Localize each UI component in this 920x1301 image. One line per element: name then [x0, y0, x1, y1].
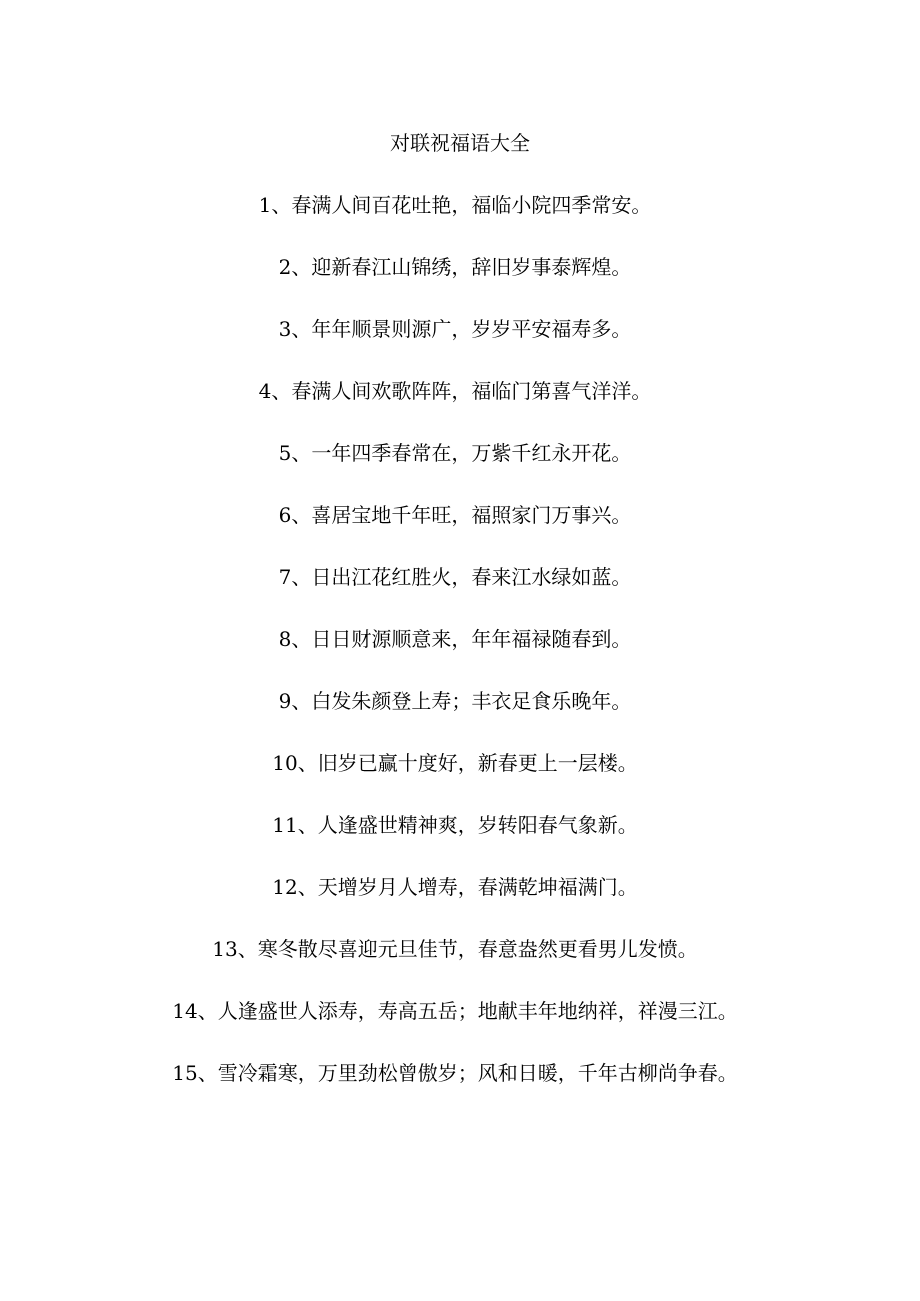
couplet-item-7: 7、日出江花红胜火，春来江水绿如蓝。 — [278, 565, 632, 589]
couplet-item-9: 9、白发朱颜登上寿；丰衣足食乐晚年。 — [278, 689, 632, 713]
couplet-list — [170, 190, 740, 1120]
couplet-item-10: 10、旧岁已赢十度好，新春更上一层楼。 — [272, 751, 638, 775]
document-title: 对联祝福语大全 — [390, 131, 530, 155]
couplet-item-14: 14、人逢盛世人添寿，寿高五岳；地献丰年地纳祥，祥漫三江。 — [172, 999, 738, 1023]
couplet-item-1: 1、春满人间百花吐艳，福临小院四季常安。 — [258, 193, 652, 217]
couplet-item-12: 12、天增岁月人增寿，春满乾坤福满门。 — [272, 875, 638, 899]
couplet-item-3: 3、年年顺景则源广，岁岁平安福寿多。 — [278, 317, 632, 341]
couplet-item-13: 13、寒冬散尽喜迎元旦佳节，春意盎然更看男儿发愤。 — [212, 937, 698, 961]
couplet-item-15: 15、雪冷霜寒，万里劲松曾傲岁；风和日暖，千年古柳尚争春。 — [172, 1061, 738, 1085]
couplet-item-6: 6、喜居宝地千年旺，福照家门万事兴。 — [278, 503, 632, 527]
couplet-item-11: 11、人逢盛世精神爽，岁转阳春气象新。 — [272, 813, 638, 837]
couplet-item-4: 4、春满人间欢歌阵阵，福临门第喜气洋洋。 — [258, 379, 652, 403]
couplet-item-8: 8、日日财源顺意来，年年福禄随春到。 — [278, 627, 632, 651]
couplet-item-2: 2、迎新春江山锦绣，辞旧岁事泰辉煌。 — [278, 255, 632, 279]
couplet-item-5: 5、一年四季春常在，万紫千红永开花。 — [278, 441, 632, 465]
